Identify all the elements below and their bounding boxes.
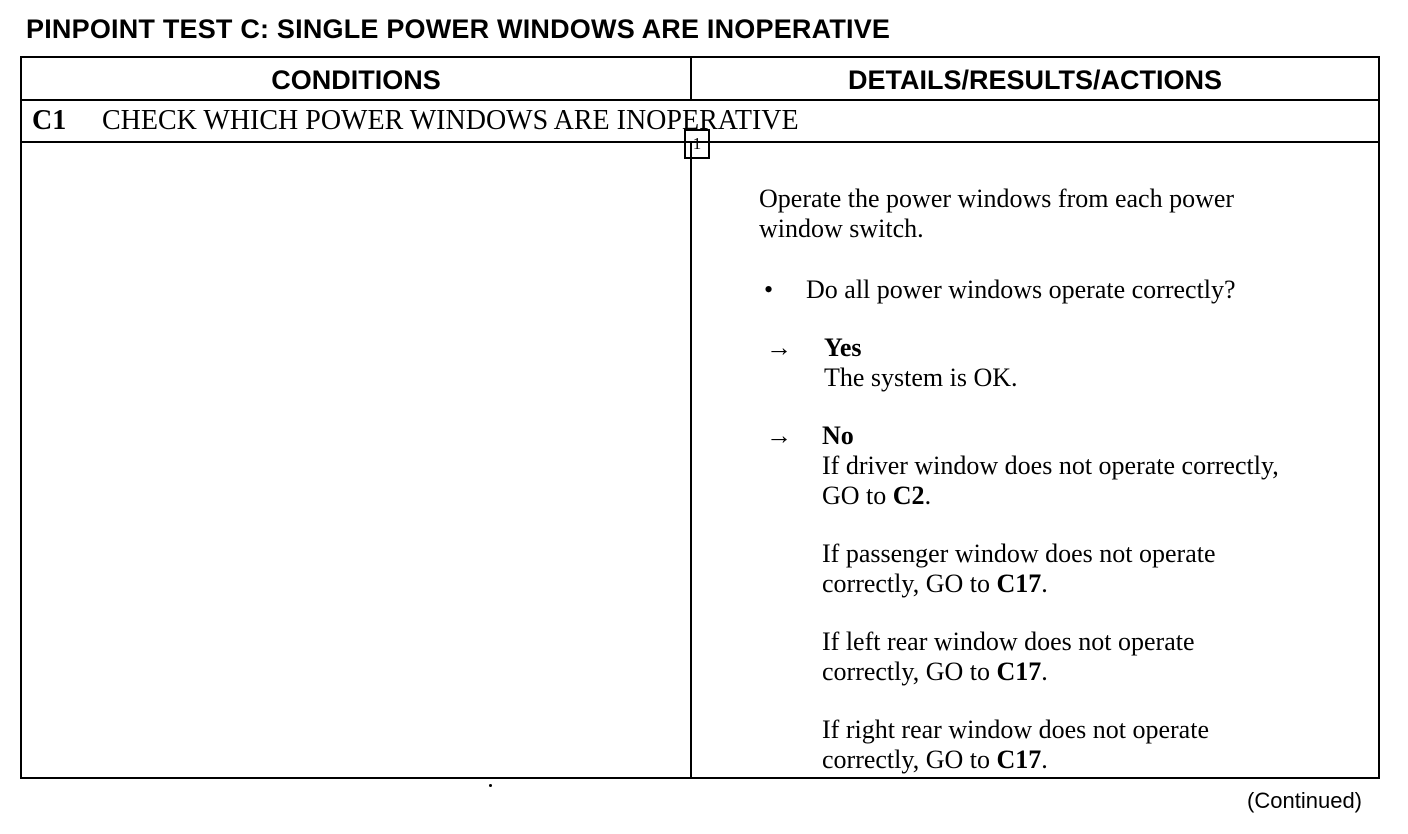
goto-suffix: .	[1041, 657, 1048, 686]
goto-reference: C17	[996, 657, 1042, 686]
conditions-cell	[22, 143, 690, 777]
yes-label: Yes	[824, 333, 862, 362]
yes-text: The system is OK.	[824, 363, 1018, 392]
header-column-divider	[690, 58, 692, 101]
no-item-line: If right rear window does not operate	[822, 715, 1209, 744]
action-number-box: 1	[684, 129, 710, 159]
stray-mark	[489, 784, 492, 787]
table-header-row	[22, 58, 1378, 101]
goto-prefix: correctly, GO to	[822, 657, 997, 686]
yes-result	[824, 333, 1018, 393]
goto-suffix: .	[1041, 745, 1048, 774]
conditions-header: CONDITIONS	[271, 65, 441, 95]
page-title: PINPOINT TEST C: SINGLE POWER WINDOWS ARE INOPERATIVE	[26, 14, 891, 44]
no-item-goto-line	[822, 481, 1279, 511]
action-line-1: Operate the power windows from each power	[759, 184, 1235, 213]
action-instruction	[759, 184, 1234, 244]
body-column-divider	[690, 143, 692, 777]
no-item-line: If driver window does not operate correctly,	[822, 451, 1279, 480]
continued-label: (Continued)	[1247, 788, 1362, 813]
goto-reference: C17	[996, 745, 1042, 774]
no-label: No	[822, 421, 854, 450]
action-line-2: window switch.	[759, 214, 924, 243]
no-item-goto-line	[822, 569, 1279, 599]
no-item-goto-line	[822, 657, 1279, 687]
no-item-line: If left rear window does not operate	[822, 627, 1195, 656]
arrow-right-icon: →	[766, 333, 792, 362]
no-item-line: If passenger window does not operate	[822, 539, 1216, 568]
no-result	[822, 421, 1279, 775]
goto-reference: C2	[892, 481, 925, 510]
goto-suffix: .	[1041, 569, 1048, 598]
arrow-right-icon: →	[766, 421, 792, 450]
goto-prefix: GO to	[822, 481, 893, 510]
goto-suffix: .	[924, 481, 932, 510]
no-item	[822, 451, 1279, 511]
no-item	[822, 627, 1279, 687]
no-item-goto-line	[822, 745, 1279, 775]
question-text: Do all power windows operate correctly?	[806, 275, 1236, 304]
goto-prefix: correctly, GO to	[822, 745, 997, 774]
step-id: C1	[32, 105, 67, 136]
bullet-icon: •	[764, 275, 774, 304]
step-title: CHECK WHICH POWER WINDOWS ARE INOPERATIVE	[102, 105, 799, 136]
no-item	[822, 539, 1279, 599]
details-header: DETAILS/RESULTS/ACTIONS	[847, 65, 1222, 95]
goto-prefix: correctly, GO to	[822, 569, 997, 598]
no-item	[822, 715, 1279, 775]
goto-reference: C17	[996, 569, 1042, 598]
